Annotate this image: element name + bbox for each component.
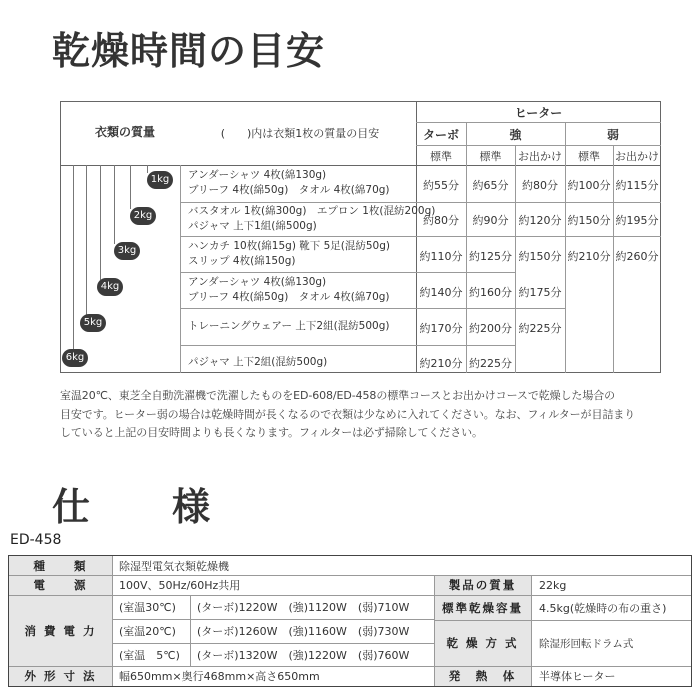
weak-outing-header: お出かけ	[615, 150, 659, 163]
row-2kg-turbo: 約80分	[423, 214, 459, 227]
row-4kg-strong-standard: 約160分	[469, 286, 512, 299]
strong-standard-header: 標準	[479, 150, 502, 163]
consumption-value-20: (ターボ)1260W (強)1160W (弱)730W	[197, 625, 410, 638]
spec-title: 仕 様	[52, 485, 233, 529]
clothing-weight-header: 衣類の質量	[94, 125, 155, 139]
strong-outing-header: お出かけ	[518, 150, 562, 163]
row-1kg-strong-standard: 約65分	[472, 179, 509, 192]
heater-header: ヒーター	[514, 106, 563, 120]
row-1kg-weak-outing: 約115分	[615, 179, 659, 192]
weight-badge-5kg: 5kg	[80, 314, 106, 332]
row-3kg-items: ハンカチ 10枚(綿15g) 靴下 5足(混紡50g) スリップ 4枚(綿150g)	[188, 240, 390, 267]
row-5kg-strong-outing: 約225分	[518, 322, 562, 335]
capacity-value: 4.5kg(乾燥時の布の重さ)	[539, 601, 667, 615]
turbo-header: ターボ	[422, 128, 459, 142]
method-value: 除湿形回転ドラム式	[539, 637, 634, 650]
mass-label: 製品の質量	[434, 575, 531, 595]
row-5kg-items: トレーニングウェアー 上下2組(混紡500g)	[188, 320, 390, 332]
row-3kg-turbo: 約110分	[419, 250, 463, 263]
size-value: 幅650mm×奥行468mm×高さ650mm	[119, 670, 320, 683]
type-label: 種 類	[9, 556, 112, 575]
consumption-room-20: (室温20℃)	[119, 625, 176, 638]
row-3kg-strong-standard: 約125分	[469, 250, 512, 263]
consumption-label: 消 費 電 力	[9, 595, 112, 666]
row-6kg-turbo: 約210分	[419, 357, 463, 370]
weak-header: 弱	[606, 128, 619, 142]
weight-badge-1kg: 1kg	[147, 171, 173, 189]
row-1kg-strong-outing: 約80分	[522, 179, 558, 192]
row-3kg-weak-outing: 約260分	[615, 250, 659, 263]
mass-value: 22kg	[539, 578, 567, 592]
heater-label: 発 熱 体	[434, 666, 531, 686]
type-value: 除湿型電気衣類乾燥機	[119, 559, 229, 573]
row-2kg-weak-standard: 約150分	[567, 214, 611, 227]
drying-time-title: 乾燥時間の目安	[52, 29, 326, 73]
row-2kg-strong-outing: 約120分	[518, 214, 562, 227]
weight-badge-6kg: 6kg	[62, 349, 88, 367]
consumption-room-5: (室温 5℃)	[119, 648, 180, 662]
model-name: ED-458	[10, 532, 62, 548]
row-1kg-weak-standard: 約100分	[567, 179, 611, 192]
weight-note-header: ( )内は衣類1枚の質量の目安	[220, 127, 380, 140]
turbo-standard-header: 標準	[430, 150, 452, 163]
consumption-room-30: (室温30℃)	[119, 601, 176, 614]
weight-badge-3kg: 3kg	[114, 242, 140, 260]
size-label: 外 形 寸 法	[9, 666, 112, 686]
row-5kg-strong-standard: 約200分	[469, 322, 512, 335]
power-label: 電 源	[9, 575, 112, 595]
row-5kg-turbo: 約170分	[419, 322, 463, 335]
row-4kg-items: アンダーシャツ 4枚(綿130g) ブリーフ 4枚(綿50g) タオル 4枚(綿70g)	[188, 276, 390, 303]
weak-standard-header: 標準	[578, 150, 600, 163]
heater-value: 半導体ヒーター	[539, 670, 616, 683]
row-6kg-items: パジャマ 上下2組(混紡500g)	[188, 356, 328, 368]
row-3kg-strong-outing: 約150分	[518, 250, 562, 263]
consumption-value-30: (ターボ)1220W (強)1120W (弱)710W	[197, 601, 410, 614]
row-3kg-weak-standard: 約210分	[567, 250, 611, 263]
weight-badge-2kg: 2kg	[130, 207, 156, 225]
drying-note: 室温20℃、東芝全自動洗濯機で洗濯したものをED-608/ED-458の標準コースとお出かけコースで乾燥した場合の 目安です。ヒーター弱の場合は乾燥時間が長くなるので衣類は少なめに入れてください。なお、フィルターが目詰まり していると上記の目安時間よりも長くなります。フィルターは必ず掃除してください。	[60, 389, 636, 439]
row-1kg-turbo: 約55分	[423, 179, 459, 192]
capacity-label: 標準乾燥容量	[434, 595, 531, 620]
row-2kg-items: バスタオル 1枚(綿300g) エプロン 1枚(混紡200g) パジャマ 上下1組(綿500g)	[188, 205, 436, 232]
row-1kg-items: アンダーシャツ 4枚(綿130g) ブリーフ 4枚(綿50g) タオル 4枚(綿70g)	[188, 169, 390, 196]
row-6kg-strong-standard: 約225分	[469, 357, 512, 370]
consumption-value-5: (ターボ)1320W (強)1220W (弱)760W	[197, 648, 410, 662]
row-4kg-strong-outing: 約175分	[518, 286, 562, 299]
drying-time-table	[60, 101, 661, 373]
row-4kg-turbo: 約140分	[419, 286, 463, 299]
spec-table	[8, 555, 692, 687]
power-value: 100V、50Hz/60Hz共用	[119, 579, 241, 592]
method-label: 乾 燥 方 式	[434, 620, 531, 666]
row-2kg-strong-standard: 約90分	[472, 214, 509, 227]
row-2kg-weak-outing: 約195分	[615, 214, 659, 227]
weight-badge-4kg: 4kg	[97, 278, 123, 296]
strong-header: 強	[509, 128, 522, 142]
